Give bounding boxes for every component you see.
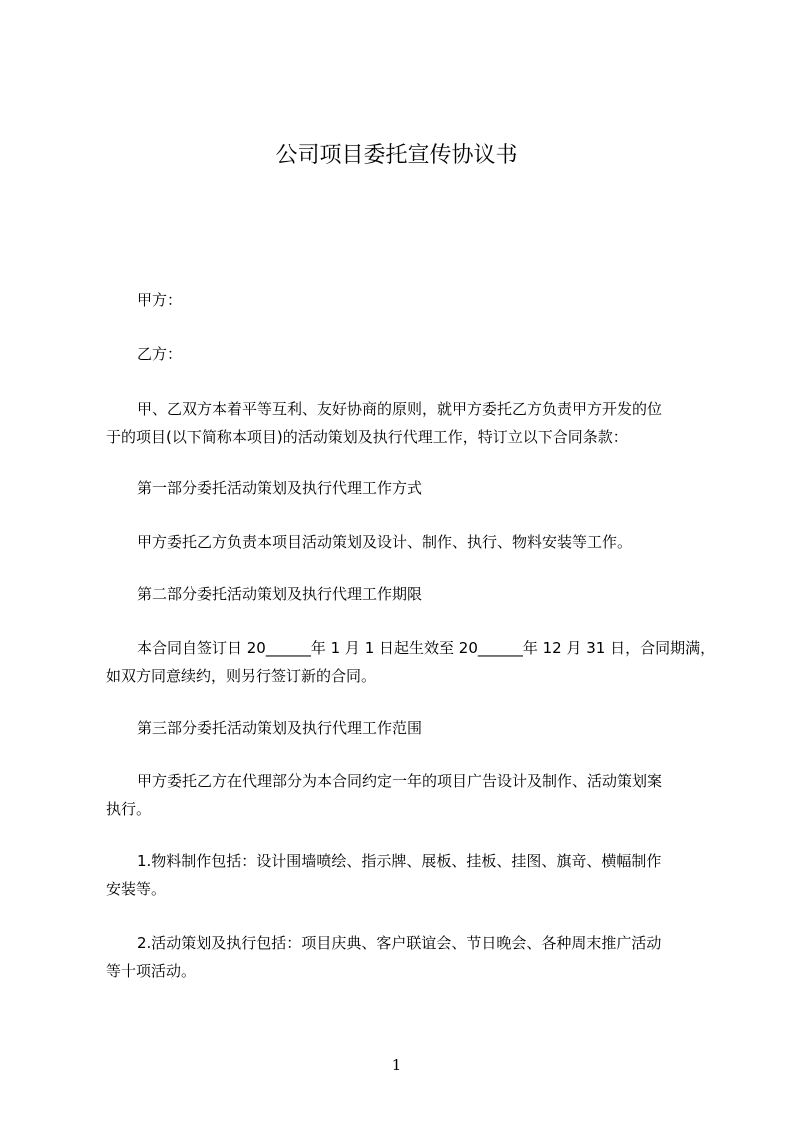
section-2-heading — [106, 580, 716, 608]
party-b-text: 乙方： — [137, 345, 183, 363]
section-3-heading-text: 第三部分委托活动策划及执行代理工作范围 — [137, 719, 423, 737]
section-2-heading-text: 第二部分委托活动策划及执行代理工作期限 — [137, 585, 423, 603]
intro-line-2: 于的项目(以下简称本项目)的活动策划及执行代理工作，特订立以下合同条款： — [106, 428, 628, 446]
page-number: 1 — [391, 1056, 402, 1074]
section-3-line-2: 执行。 — [106, 800, 152, 818]
document-title: 公司项目委托宣传协议书 — [275, 143, 518, 168]
section-1-heading — [106, 474, 716, 502]
item-1-line-2: 安装等。 — [106, 880, 167, 898]
intro-line-1: 甲、乙双方本着平等互利、友好协商的原则，就甲方委托乙方负责甲方开发的位 — [137, 400, 663, 418]
section-1-body-text: 甲方委托乙方负责本项目活动策划及设计、制作、执行、物料安装等工作。 — [137, 533, 633, 551]
section-3-body — [106, 767, 716, 823]
section-1-heading-text: 第一部分委托活动策划及执行代理工作方式 — [137, 479, 423, 497]
item-2-line-2: 等十项活动。 — [106, 962, 197, 980]
party-a-text: 甲方： — [137, 291, 183, 309]
section-2-body — [106, 634, 716, 690]
party-a-label — [106, 286, 716, 314]
section-2-line-1: 本合同自签订日 20______年 1 月 1 日起生效至 20______年 12 月 31 日，合同期满， — [137, 639, 716, 657]
section-3-heading — [106, 714, 716, 742]
intro-paragraph — [106, 395, 716, 451]
item-2-line-1: 2.活动策划及执行包括：项目庆典、客户联谊会、节日晚会、各种周末推广活动 — [137, 934, 662, 952]
section-3-item-1 — [106, 847, 716, 903]
party-b-label — [106, 340, 716, 368]
section-3-item-2 — [106, 929, 716, 985]
section-3-line-1: 甲方委托乙方在代理部分为本合同约定一年的项目广告设计及制作、活动策划案 — [137, 772, 663, 790]
section-2-line-2: 如双方同意续约，则另行签订新的合同。 — [106, 667, 377, 685]
item-1-line-1: 1.物料制作包括：设计围墙喷绘、指示牌、展板、挂板、挂图、旗竒、横幅制作 — [137, 852, 662, 870]
section-1-body — [106, 528, 716, 556]
